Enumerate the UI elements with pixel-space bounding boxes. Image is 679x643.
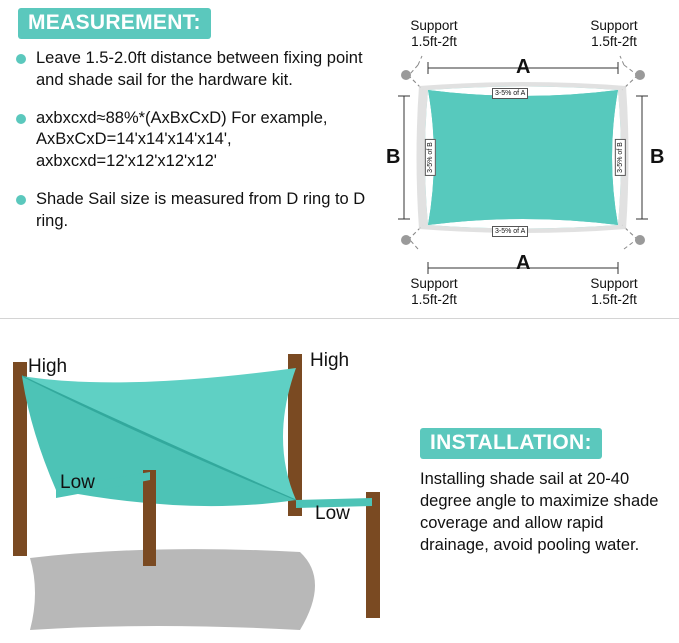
section-divider: [0, 318, 679, 319]
curvature-label-right: 3-5% of B: [615, 139, 626, 176]
support-label-top-left: [386, 18, 482, 50]
label-high-left: High: [28, 356, 68, 377]
bullet-dot-icon: [16, 54, 26, 64]
dimension-label-a-top: A: [516, 56, 531, 78]
post-low-left: [143, 470, 156, 566]
dimension-line-right: [636, 96, 648, 219]
list-item: [10, 189, 388, 233]
curvature-label-left: 3-5% of B: [425, 139, 436, 176]
support-title: Support: [410, 276, 458, 291]
bullet-text: Shade Sail size is measured from D ring to D ring.: [36, 189, 366, 230]
sail-shape-concave: [428, 90, 618, 225]
shade-sail-measurement-diagram: [384, 4, 679, 314]
post-low-right: [366, 492, 380, 618]
list-item: [10, 48, 388, 92]
dimension-label-b-right: B: [650, 146, 665, 168]
support-title: Support: [590, 276, 638, 291]
bullet-dot-icon: [16, 114, 26, 124]
curvature-label-top: 3-5% of A: [492, 88, 528, 99]
dimension-label-b-left: B: [386, 146, 401, 168]
support-title: Support: [410, 18, 458, 33]
label-low-right: Low: [315, 503, 350, 524]
installation-body-text: Installing shade sail at 20-40 degree angle to maximize shade coverage and allow rapid drainage, avoid pooling water.: [420, 470, 659, 555]
installation-angle-diagram: [0, 330, 420, 638]
label-high-right: High: [310, 350, 350, 371]
support-value: 1.5ft-2ft: [411, 33, 457, 49]
support-label-bottom-left: [386, 276, 482, 308]
bullet-text: Leave 1.5-2.0ft distance between fixing point and shade sail for the hardware kit.: [36, 49, 363, 89]
measurement-bullet-list: [10, 48, 388, 248]
label-low-left: Low: [60, 472, 95, 493]
support-title: Support: [590, 18, 638, 33]
measurement-section-header: MEASUREMENT:: [18, 8, 211, 39]
ground-shadow: [30, 549, 315, 630]
dimension-label-a-bottom: A: [516, 252, 531, 274]
support-label-top-right: [566, 18, 662, 50]
support-value: 1.5ft-2ft: [591, 33, 637, 49]
support-value: 1.5ft-2ft: [591, 291, 637, 307]
support-label-bottom-right: [566, 276, 662, 308]
support-value: 1.5ft-2ft: [411, 291, 457, 307]
bullet-dot-icon: [16, 195, 26, 205]
installation-section-header: INSTALLATION:: [420, 428, 602, 459]
curvature-label-bottom: 3-5% of A: [492, 226, 528, 237]
bullet-text: axbxcxd≈88%*(AxBxCxD) For example, AxBxCxD=14'x14'x14'x14', axbxcxd=12'x12'x12'x12': [36, 108, 328, 171]
list-item: [10, 108, 388, 173]
